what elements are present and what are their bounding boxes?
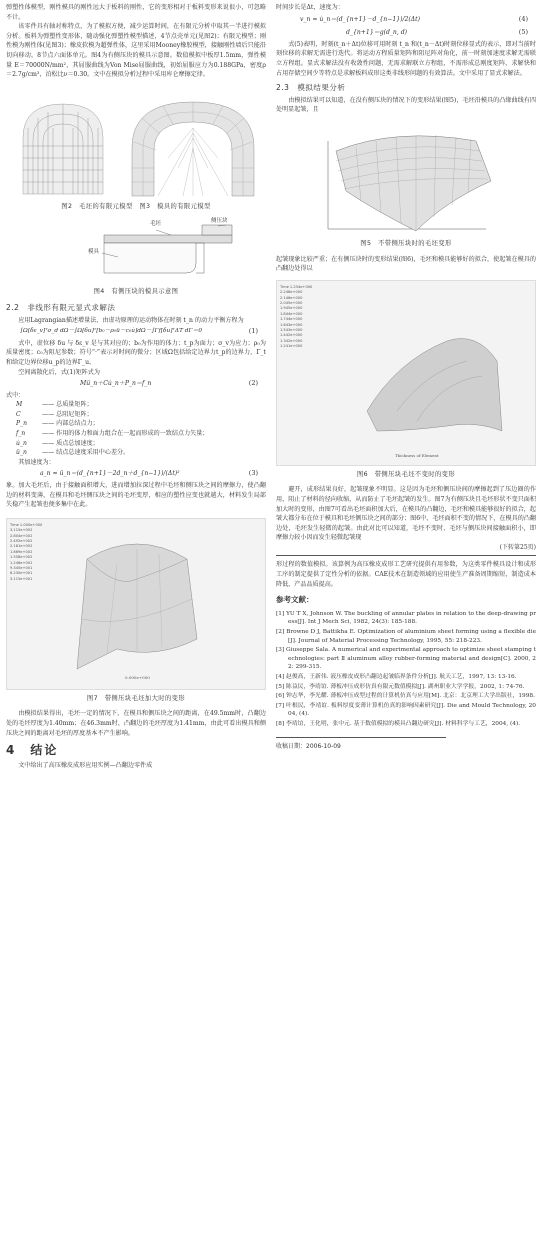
- reference-item: [4] 赵俊高，王新伟. 液压橡皮成形凸翻边起皱临界条件分析[J]. 航天工艺，1997, 13: 13-16.: [276, 674, 517, 680]
- terms-intro: 式中：: [6, 391, 25, 399]
- fig7-legend-title: 0.000e+000: [125, 675, 150, 681]
- fig-2-3: [6, 86, 266, 198]
- term-row: [6, 439, 266, 449]
- fig7-mesh: [7, 519, 265, 689]
- fig7-legend-entry: 1.246e+002: [10, 560, 33, 565]
- fig4-label-blank: 毛坯: [150, 221, 162, 228]
- term-desc: —— 内部总结点力；: [42, 420, 99, 428]
- right-column: [276, 3, 536, 751]
- divider: [276, 555, 536, 556]
- equation-2-body: Mü_n＋Cu̇_n＋P_n＝f_n: [80, 380, 152, 388]
- right-p4: 起皱现象比较严重；在有侧压块时的变形结果(图6)，毛坯和模具能够好的拟合，使起皱在模具的凸翻边处得以: [276, 255, 536, 273]
- fig6-mesh: [277, 281, 535, 465]
- left-p4: 式中，虚位移 δu 与 δε_v 是与其对应的；b₀为作用的体力；t_p为面力；σ_v为应力；ρ₀为质量密度；c₀为阻尼参数；符号“·”表示对时间的微分；区域Ω包括给定边界力t_p的边界力，Γ_t和给定边界位移u_p的边界Γ_u。: [6, 339, 266, 366]
- equation-5-number: (5): [518, 28, 528, 37]
- fig6-legend-entry: 1.844e+000: [280, 311, 303, 316]
- fig7-legend-entry: 9.345e+001: [10, 566, 33, 571]
- term-row: [6, 429, 266, 439]
- fig6-legend-entry: 1.442e+000: [280, 333, 303, 338]
- fig6-legend-entry: 1.342e+000: [280, 338, 303, 343]
- reference-item: [1] YU T X, Johnson W. The buckling of annular plates in relation to the deep-drawing press[J]. Int J Mech Sci, 1982, 24(3): 185-188.: [276, 610, 536, 626]
- terms-list: [6, 391, 266, 458]
- equation-4: [276, 13, 536, 27]
- fig4-diagram: [6, 217, 266, 283]
- fig4-caption: 图4 有侧压块的模具示意图: [93, 288, 179, 296]
- fig6-legend-entry: 1.744e+000: [280, 317, 303, 322]
- fig6-legend-title: Thickness of Element: [395, 453, 439, 459]
- right-p2: 式(5)表明，时刻(t_n＋Δt)位移可用时刻 t_n 和(t_n－Δt)时刻位移显式的表示，即对当前时刻位移的求解无需进行迭代。将运动方程质量矩阵和阻尼阵对角化，前一时刻加速度求解无需联立方程组。显式求解法没有收敛性问题，无需求解联立方程组，不需形成总刚度矩阵，求解快和占用存储空间少等特点是求解板料成形这类非线形问题的有效算法。文中采用了显式求解法。: [276, 40, 536, 77]
- right-p5: 避开，成形结果良好，起皱现象不明显。这是因为毛坯和侧压块间的摩擦起到了压边圈的作用，阻止了材料的径向收缩，从而防止了毛坯起皱的发生。图7为有侧压块且毛坯形状不变只面积加大时的变形，由图7可看出毛坯面积加大后，在模具的凸翻边，毛坯和模具能够很好的拟合，起皱大都分布在位于模具和毛坯侧压块之间的部分；图6中，毛坯面积不变的情况下，在模具的凸翻边处，毛坯发生轻微的起皱。由此对比可以知道，毛坯不变时，毛坯与侧压块间接触面积小，即摩擦力较小因而发生轻微起皱现: [276, 486, 536, 542]
- fig6-legend-entry: 2.146e+000: [280, 295, 303, 300]
- fig6-legend-entry: 2.246e+000: [280, 290, 303, 295]
- continued-note: (下转第25页): [499, 543, 536, 551]
- term-key: C: [16, 410, 21, 418]
- fig7-legend-entry: Time 1.000e+000: [10, 522, 43, 527]
- equation-2-number: (2): [248, 379, 258, 388]
- fig6-legend-entry: 1.543e+000: [280, 327, 303, 332]
- left-p7: 象。加大毛坯后，由于接触面积增大，进而增加拉深过程中毛坯和侧压块之间的摩擦力，使凸翻边的材料变薄，在模具和毛坯侧压块之间的毛坯变厚，相应的塑性应变也就越大，材料发生局部失稳产生起皱也便多集中在此。: [6, 482, 266, 509]
- fig4-label-side: 侧压块: [211, 218, 228, 225]
- term-desc: —— 作用的体力和面力组合在一起而形成的一致结点力矢量；: [42, 430, 209, 438]
- fig7-legend-entry: 2.804e+002: [10, 533, 33, 538]
- equation-4-number: (4): [518, 14, 528, 23]
- term-row: [6, 400, 266, 410]
- equation-2: [6, 377, 266, 391]
- equation-1-number: (1): [248, 327, 258, 336]
- left-column: [6, 3, 266, 770]
- term-row: [6, 419, 266, 429]
- reference-item: [2] Browne D J, Battikha E. Optimization of aluminium sheet forming using a flexible die[J]. Journal of Material Processing Technology, 1995, 55: 218-223.: [276, 629, 536, 644]
- fig5-mesh: [276, 121, 536, 235]
- fig7-legend-entry: 3.115e+002: [10, 528, 33, 533]
- fig6-legend-entry: Time 1.234e+000: [280, 284, 313, 289]
- fig-4: [6, 217, 266, 283]
- equation-3-body: a_n ≈ ü_n＝(d_{n+1}－2d_n＋d_{n−1})/(Δt)²: [40, 470, 180, 478]
- fig5-caption: 图5 不带侧压块时的毛坯变形: [360, 239, 452, 247]
- reference-item: [5] 陈益民，李靖谊. 薄板冲压成形仿真有限元数值模拟[J]. 湖州职业大学学报，2002, 1: 74-76.: [276, 683, 525, 690]
- references-heading: 参考文献：: [276, 595, 314, 605]
- fig-5-plot: [276, 121, 536, 235]
- section-4-heading: 4 结论: [6, 743, 59, 758]
- left-p2: 该零件具有轴对称特点，为了模拟方便，减少运算时间，在有限元分析中取其一半进行模拟分析。板料为弹塑性变形体，随动强化弹塑性模型描述，4节点壳单元(见图2)；有限元模型；刚性模为刚性体(见图3)；橡皮软模为超弹性体，这里采用Mooney橡胶模型，接触刚性墙后只能沿切向移动，8节点六面体单元。图4为有侧压块的模具示意图。数值模拟中板厚1.5mm，弹性模量 E＝70000N/mm²，其屈服曲线为Von Mise屈服曲线，初始屈服应力为0.188GPa，密度ρ＝2.7g/cm³，泊松比ν＝0.30。文中在模拟分析过程中采用库仑摩擦定律。: [6, 23, 266, 79]
- fig2-blank-mesh: [15, 98, 111, 198]
- equation-3: [6, 467, 266, 481]
- left-p3: 应用Lagrangian描述增量法，由虚功原理的运动物体在时刻 t_n 的动力平衡方程为: [18, 316, 244, 324]
- references-list: [276, 610, 536, 729]
- term-key: M: [16, 401, 23, 409]
- section-2-2-heading: 2.2 非线形有限元显式求解法: [6, 302, 116, 312]
- term-desc: —— 质点总加速度；: [42, 439, 99, 447]
- fig7-legend-entry: 3.115e+001: [10, 576, 33, 581]
- fig3-die-mesh: [128, 98, 258, 198]
- fig6-legend-entry: 1.241e+000: [280, 344, 303, 349]
- left-p8: 由模拟结果得出，毛坯一定的情况下，在模具和侧压块之间的距离，在49.5mm时，凸翻边处的毛坯厚度为1.40mm；在46.3mm时，凸翻边的毛坯厚度为1.41mm，由此可看出模具和侧压块之间的距离对毛坯的厚度基本不产生影响。: [6, 710, 266, 737]
- fig7-legend-entry: 2.181e+002: [10, 544, 33, 549]
- reference-item: [6] 钟志华，李光耀. 薄板冲压成型过程的计算机仿真与应用[M]. 北京：北京理工大学出版社，1998.: [276, 693, 535, 700]
- term-key: ü_n: [16, 449, 27, 457]
- term-key: u̇_n: [16, 439, 27, 447]
- term-desc: —— 总阻尼矩阵；: [42, 410, 93, 418]
- left-p9: 文中给出了高压橡皮成形应用实例—凸翻边零件成: [18, 761, 153, 769]
- right-p6: 形过程的数值模拟。该算例为高压橡皮成形工艺研究提供有用参数，为这类零件模具设计和成形工序的制定提供了定性分析的依据。CAE技术在制造领域的应用使生产准备周期缩短，制造成本降低，产品品质提高。: [276, 561, 536, 588]
- term-row: [6, 448, 266, 458]
- fig4-label-die: 模具: [88, 249, 100, 256]
- left-p5: 空间离散化后，式(1)矩阵式为: [18, 368, 100, 376]
- fig23-caption: 图2 毛坯的有限元模型 图3 模具的有限元模型: [61, 202, 211, 210]
- equation-1: [6, 325, 266, 339]
- reference-item: [3] Giuseppe Sala. A numerical and experimental approach to optimize sheet stamping technologies: part Ⅱ aluminum alloy rubber-forming material and design[C]. 2000, 22: 299-315.: [276, 647, 536, 671]
- right-p1: 时间步长是Δt，速度为：: [276, 4, 344, 11]
- term-desc: —— 总质量矩阵；: [42, 401, 93, 409]
- fig6-caption: 图6 带侧压块毛坯不变时的变形: [356, 470, 456, 478]
- fig7-legend-entry: 1.869e+002: [10, 549, 33, 554]
- reference-item: [8] 李靖谊，王化明，张中元. 基于数值模拟的模具凸翻边研究[J]. 材料科学与工艺，2004, (4).: [276, 720, 521, 727]
- section-2-3-heading: 2.3 模拟结果分析: [276, 83, 346, 93]
- term-desc: —— 结点总速度采用中心差分。: [42, 449, 130, 457]
- fig6-legend-entry: 1.945e+000: [280, 306, 303, 311]
- left-p6: 其加速度为：: [18, 458, 55, 466]
- reference-item: [7] 叶根民，李靖谊. 板料厚度变薄计算机仿真的影响因素研究[J]. Die and Mould Technology, 2004, (4).: [276, 702, 536, 718]
- term-key: P_n: [16, 420, 28, 428]
- fig7-legend-entry: 1.558e+002: [10, 555, 33, 560]
- equation-3-number: (3): [248, 469, 258, 478]
- equation-1-body: ∫Ω[δε_v]ᵀσ_d dΩ－∫Ω[δu]ᵀ[b₀－ρ₀ü－c₀u̇]dΩ－∫Γf[δu]ᵀΔT dΓ＝0: [20, 328, 203, 335]
- fig7-legend-entry: 2.492e+002: [10, 539, 33, 544]
- fig7-legend-entry: 6.230e+001: [10, 571, 33, 576]
- equation-4-body: v_n ≈ u̇_n＝(d_{n+1}－d_{n−1})/2(Δt): [300, 15, 420, 23]
- fig7-caption: 图7 带侧压块毛坯加大时的变形: [86, 694, 186, 702]
- left-p1: 弹塑性体模型，刚性模具的刚性远大于板料的刚性，它的变形相对于板料变形来说很小，可忽略不计。: [6, 4, 266, 21]
- right-p3: 由模拟结果可以知道，在没有侧压块的情况下的变形结果(图5)，毛坯沿模具的凸缘曲线有四处明显起皱，且: [276, 96, 536, 114]
- fig-6-plot: [276, 280, 536, 466]
- fig-7-plot: [6, 518, 266, 690]
- fig6-legend-entry: 1.643e+000: [280, 322, 303, 327]
- fig6-legend-entry: 2.045e+000: [280, 300, 303, 305]
- equation-5: [276, 26, 536, 40]
- term-row: [6, 410, 266, 420]
- term-key: f_n: [16, 430, 26, 438]
- received-date: 收稿日期：2006-10-09: [276, 737, 446, 752]
- equation-5-body: d_{n+1}＝g(d_n, d): [346, 29, 408, 37]
